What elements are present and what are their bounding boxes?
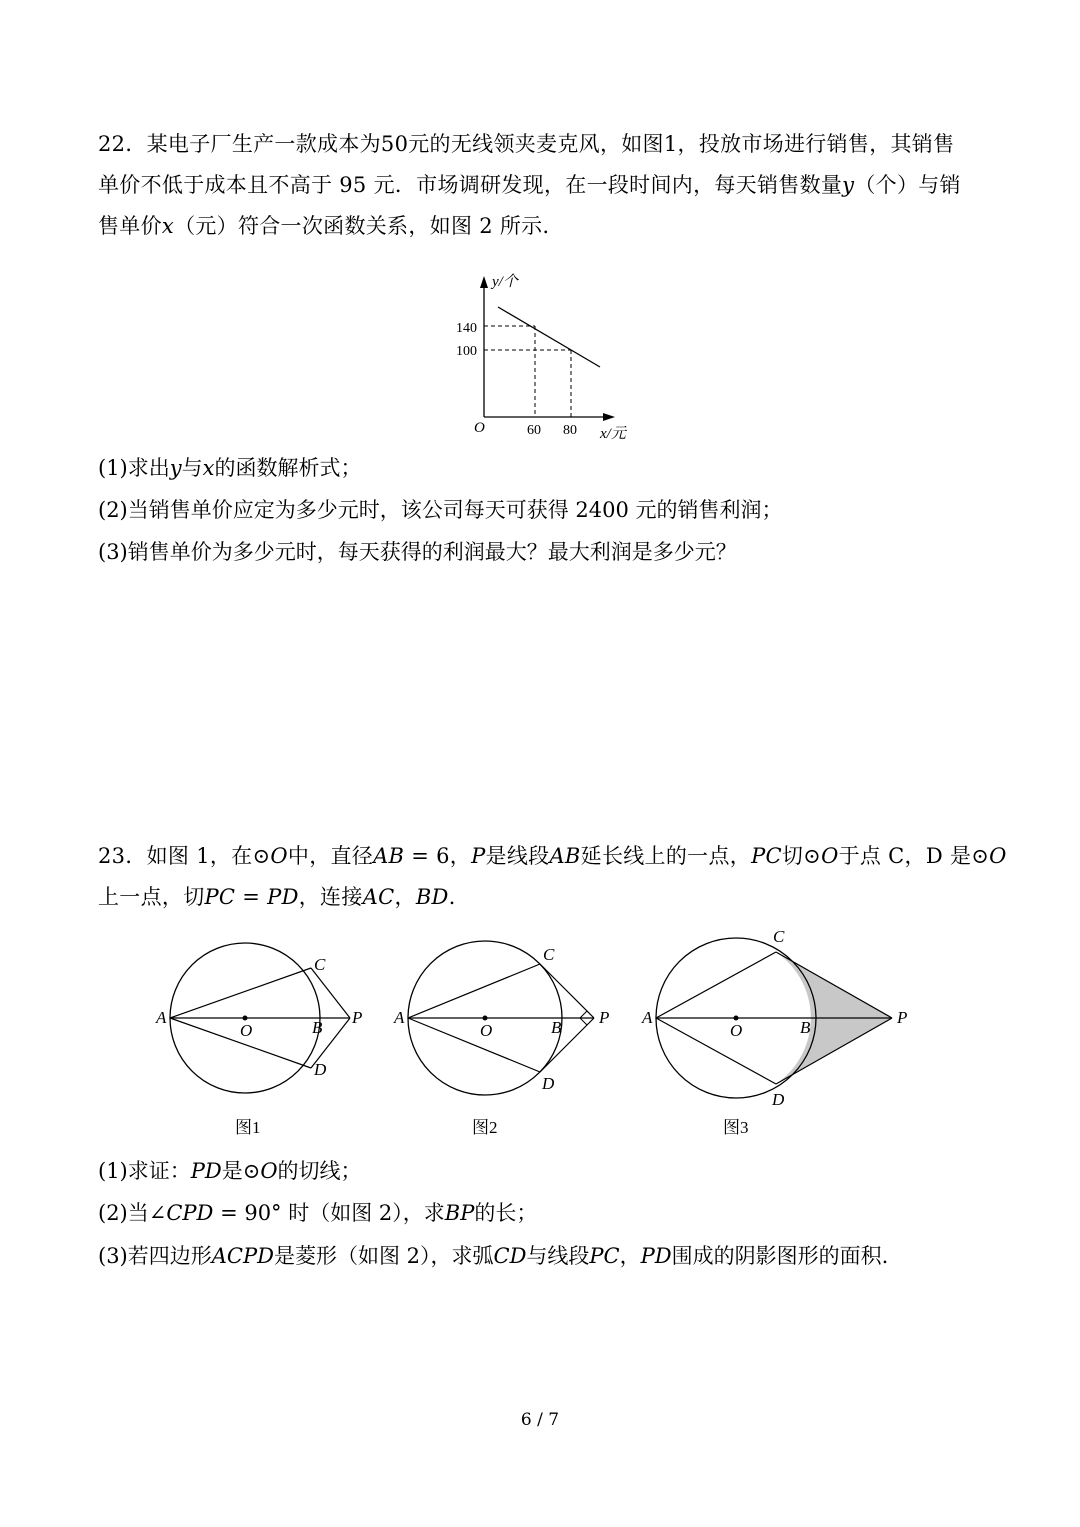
fig1-label-a: A (156, 1008, 167, 1027)
q22-sub-1-a: (1)求出 (98, 456, 170, 480)
q22-line-2-text-b: （个）与销 (854, 173, 961, 197)
q23-t8: 上一点，切 (98, 885, 205, 909)
q23-pd1: PD (267, 885, 299, 909)
q23-sub-2-a: (2)当∠ (98, 1201, 167, 1225)
q22-sub-1-b: 与 (181, 456, 203, 480)
q23-t9: = (235, 885, 268, 909)
q23-sub-2-b: = 90° 时（如图 2），求 (213, 1201, 445, 1225)
x-axis-label: x/元 (600, 426, 626, 442)
y-axis-arrow (480, 276, 488, 288)
fig3-label-b: B (800, 1018, 811, 1037)
fig2-caption: 图2 (472, 1118, 498, 1137)
fig3-label-a: A (642, 1008, 653, 1027)
q23-pc1: PC (751, 844, 782, 868)
fig1-caption: 图1 (235, 1118, 261, 1137)
q23-p1: P (471, 844, 486, 868)
q23-sub-1-a: (1)求证： (98, 1159, 191, 1183)
q22-line-1: 22．某电子厂生产一款成本为50元的无线领夹麦克风，如图1，投放市场进行销售，其销售 (98, 132, 955, 156)
q22-line-2 (98, 165, 983, 206)
q23-t10: ，连接 (298, 885, 363, 909)
fig2-pd (540, 1018, 594, 1072)
fig1-label-c: C (314, 955, 326, 974)
y-axis-label: y/个 (492, 274, 518, 290)
q23-t12: ． (448, 885, 470, 909)
q23-sub-3-d: ， (619, 1244, 641, 1268)
q23-o3: O (989, 844, 1007, 868)
q23-sub-2-c: 的长； (474, 1201, 538, 1225)
fig3-caption: 图3 (723, 1118, 749, 1137)
fig2-label-b: B (551, 1018, 562, 1037)
figure-2 (393, 941, 609, 1137)
fig1-label-p: P (352, 1008, 363, 1027)
q23-sub-3-a: (3)若四边形 (98, 1244, 212, 1268)
q23-sub-1-b: 是⊙ (221, 1159, 261, 1183)
q22-var-y: y (842, 173, 855, 197)
q23-bd1: BD (415, 885, 449, 909)
fig1-ac (170, 968, 311, 1018)
q23-ab1: AB (373, 844, 405, 868)
q23-o2: O (821, 844, 839, 868)
q23-ab2: AB (549, 844, 581, 868)
fig2-ac (408, 964, 540, 1018)
q22-stem (98, 124, 983, 247)
q23-sub-2-cpd: CPD (166, 1201, 214, 1225)
q23-sub-3-pd: PD (640, 1244, 672, 1268)
fig2-label-d: D (542, 1074, 555, 1093)
q23-sub-3-cd: CD (493, 1244, 527, 1268)
x-tick-60: 60 (527, 423, 541, 438)
page-number: 6 / 7 (520, 1410, 560, 1430)
fig2-label-c: C (543, 945, 555, 964)
fig1-pc (311, 968, 350, 1018)
q23-line-2 (98, 877, 983, 918)
q23-sub-3-pc: PC (589, 1244, 620, 1268)
fig3-label-p: P (897, 1008, 908, 1027)
q23-t6: 切⊙ (781, 844, 822, 868)
fig2-label-p: P (599, 1008, 610, 1027)
q22-sub-1 (98, 453, 361, 483)
q23-figures (140, 920, 930, 1142)
q23-sub-1 (98, 1156, 362, 1186)
fig3-label-o: O (730, 1021, 743, 1040)
fig1-label-o: O (240, 1021, 253, 1040)
q23-sub-1-pd: PD (190, 1159, 222, 1183)
fig1-label-b: B (312, 1018, 323, 1037)
fig1-center-dot (243, 1016, 248, 1021)
q23-ac1: AC (362, 885, 395, 909)
q22-sub-1-x: x (202, 456, 215, 480)
q22-sub-3: (3)销售单价为多少元时，每天获得的利润最大？最大利润是多少元？ (98, 540, 737, 564)
q23-sub-3 (98, 1241, 888, 1271)
fig3-label-c: C (773, 927, 785, 946)
fig3-center-dot (734, 1016, 739, 1021)
x-tick-80: 80 (563, 423, 577, 438)
q22-line-3 (98, 206, 983, 247)
q23-t2: 中，直径 (287, 844, 374, 868)
q22-line-3-text-b: （元）符合一次函数关系，如图 2 所示． (174, 214, 564, 238)
q22-sub-1-y: y (169, 456, 182, 480)
fig2-ad (408, 1018, 540, 1072)
q23-sub-3-acpd: ACPD (211, 1244, 274, 1268)
function-line (498, 307, 600, 367)
q22-sub-1-c: 的函数解析式； (214, 456, 362, 480)
q23-sub-2-bp: BP (444, 1201, 475, 1225)
q23-t5: 延长线上的一点， (580, 844, 752, 868)
q23-sub-3-e: 围成的阴影图形的面积. (671, 1244, 889, 1268)
q23-t4: 是线段 (485, 844, 550, 868)
q23-sub-1-c: 的切线； (277, 1159, 362, 1183)
q23-t1: 23．如图 1，在⊙ (98, 844, 271, 868)
q23-sub-3-c: 与线段 (526, 1244, 590, 1268)
fig3-label-d: D (772, 1090, 785, 1109)
q23-line-1 (98, 836, 1007, 877)
fig2-pc (540, 964, 594, 1018)
q23-stem (98, 836, 1007, 918)
figure-3 (641, 927, 907, 1137)
q23-o1: O (270, 844, 288, 868)
q22-sub-2: (2)当销售单价应定为多少元时，该公司每天可获得 2400 元的销售利润； (98, 498, 783, 522)
q23-sub-1-o: O (260, 1159, 278, 1183)
y-tick-140: 140 (456, 321, 477, 336)
q23-sub-3-b: 是菱形（如图 2），求弧 (273, 1244, 494, 1268)
q22-graph (440, 262, 660, 447)
q22-line-2-text-a: 单价不低于成本且不高于 95 元．市场调研发现，在一段时间内，每天销售数量 (98, 173, 843, 197)
q23-t7: 于点 C，D 是⊙ (838, 844, 990, 868)
x-axis-arrow (603, 413, 615, 421)
figure-1 (155, 943, 362, 1137)
fig3-ac (656, 952, 776, 1018)
q23-sub-2 (98, 1198, 537, 1228)
fig2-label-o: O (480, 1021, 493, 1040)
q23-t11: ， (394, 885, 416, 909)
q23-t3: = 6， (404, 844, 472, 868)
fig1-label-d: D (314, 1060, 327, 1079)
q22-line-3-text-a: 售单价 (98, 214, 162, 238)
fig2-label-a: A (394, 1008, 405, 1027)
y-tick-100: 100 (456, 344, 477, 359)
q23-pc2: PC (204, 885, 236, 909)
q22-var-x: x (161, 214, 175, 238)
origin-label: O (474, 420, 485, 436)
fig3-ad (656, 1018, 776, 1084)
fig2-center-dot (483, 1016, 488, 1021)
